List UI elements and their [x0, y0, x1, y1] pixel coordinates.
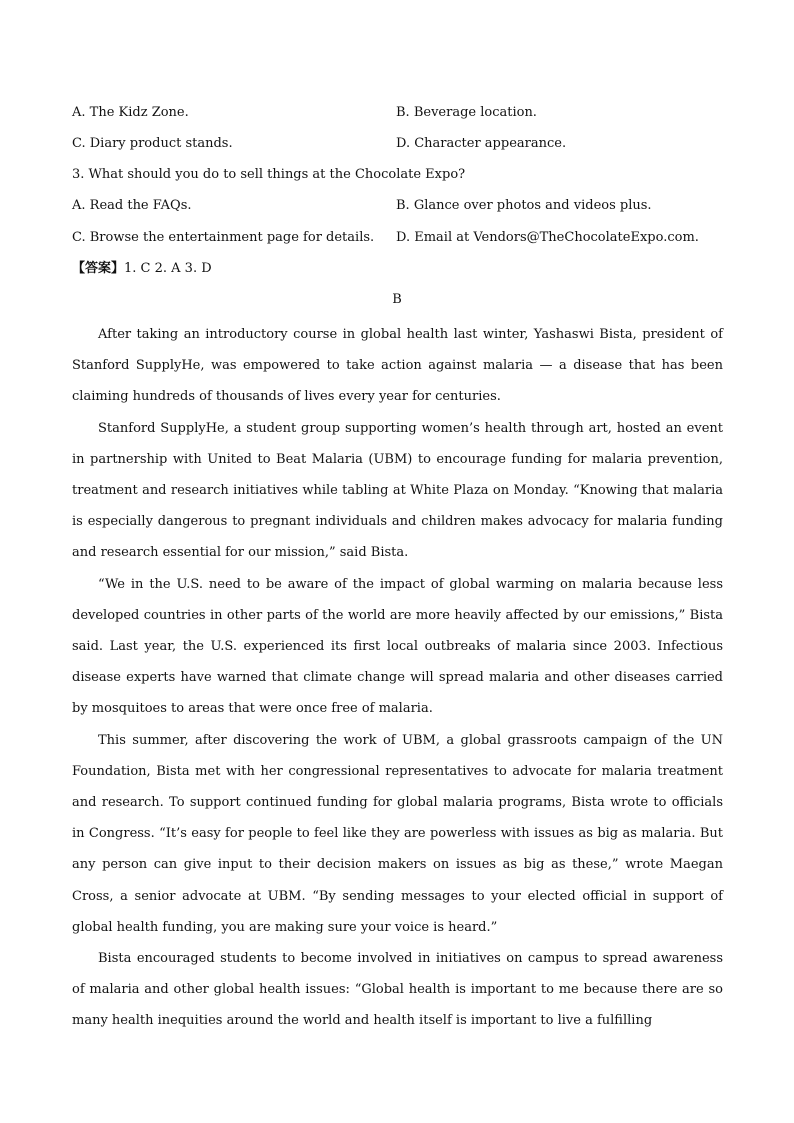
- q3-option-a: A. Read the FAQs.: [72, 198, 192, 213]
- q2-option-b: B. Beverage location.: [396, 105, 537, 120]
- q2-options-row-1: [72, 103, 732, 123]
- q3-option-c: C. Browse the entertainment page for details.: [72, 230, 375, 245]
- reading-passage: [72, 319, 723, 1037]
- answer-label: 【答案】: [72, 261, 125, 276]
- q3-options-row-1: [72, 196, 732, 216]
- q2-options-row-2: [72, 134, 732, 154]
- section-heading: B: [392, 292, 402, 307]
- q2-option-d: D. Character appearance.: [396, 136, 567, 151]
- passage-paragraph-5: Bista encouraged students to become involved in initiatives on campus to spread awareness of malaria and other global health issues: “Global health is important to me because there are so many health inequities around the world and health itself is important to live a fulfilling: [72, 951, 723, 1029]
- passage-paragraph-1: After taking an introductory course in global health last winter, Yashaswi Bista, president of Stanford SupplyHe, was empowered to take action against malaria — a disease that has been claiming hundreds of thousands of lives every year for centuries.: [72, 327, 723, 405]
- q3-options-row-2: [72, 228, 732, 248]
- q3-option-b: B. Glance over photos and videos plus.: [396, 198, 652, 213]
- q3-option-d: D. Email at Vendors@TheChocolateExpo.com.: [396, 230, 699, 245]
- answer-values: 1. C 2. A 3. D: [124, 261, 212, 276]
- passage-paragraph-3: “We in the U.S. need to be aware of the impact of global warming on malaria because less developed countries in other parts of the world are more heavily affected by our emissions,” Bista said. Last year, the U.S. experienced its first local outbreaks of malaria since 2003. Infectious disease experts have warned that climate change will spread malaria and other diseases carried by mosquitoes to areas that were once free of malaria.: [72, 576, 723, 717]
- q2-option-a: A. The Kidz Zone.: [72, 105, 189, 120]
- q3-question: 3. What should you do to sell things at the Chocolate Expo?: [72, 167, 466, 182]
- q2-option-c: C. Diary product stands.: [72, 136, 233, 151]
- passage-paragraph-2: Stanford SupplyHe, a student group supporting women’s health through art, hosted an event in partnership with United to Beat Malaria (UBM) to encourage funding for malaria prevention, treatment and research initiatives while tabling at White Plaza on Monday. “Knowing that malaria is especially dangerous to pregnant individuals and children makes advocacy for malaria funding and research essential for our mission,” said Bista.: [72, 420, 723, 561]
- passage-paragraph-4: This summer, after discovering the work of UBM, a global grassroots campaign of the UN Foundation, Bista met with her congressional representatives to advocate for malaria treatment and research. To support continued funding for global malaria programs, Bista wrote to officials in Congress. “It’s easy for people to feel like they are powerless with issues as big as malaria. But any person can give input to their decision makers on issues as big as these,” wrote Maegan Cross, a senior advocate at UBM. “By sending messages to your elected official in support of global health funding, you are making sure your voice is heard.”: [72, 732, 723, 935]
- answer-line: [72, 259, 732, 279]
